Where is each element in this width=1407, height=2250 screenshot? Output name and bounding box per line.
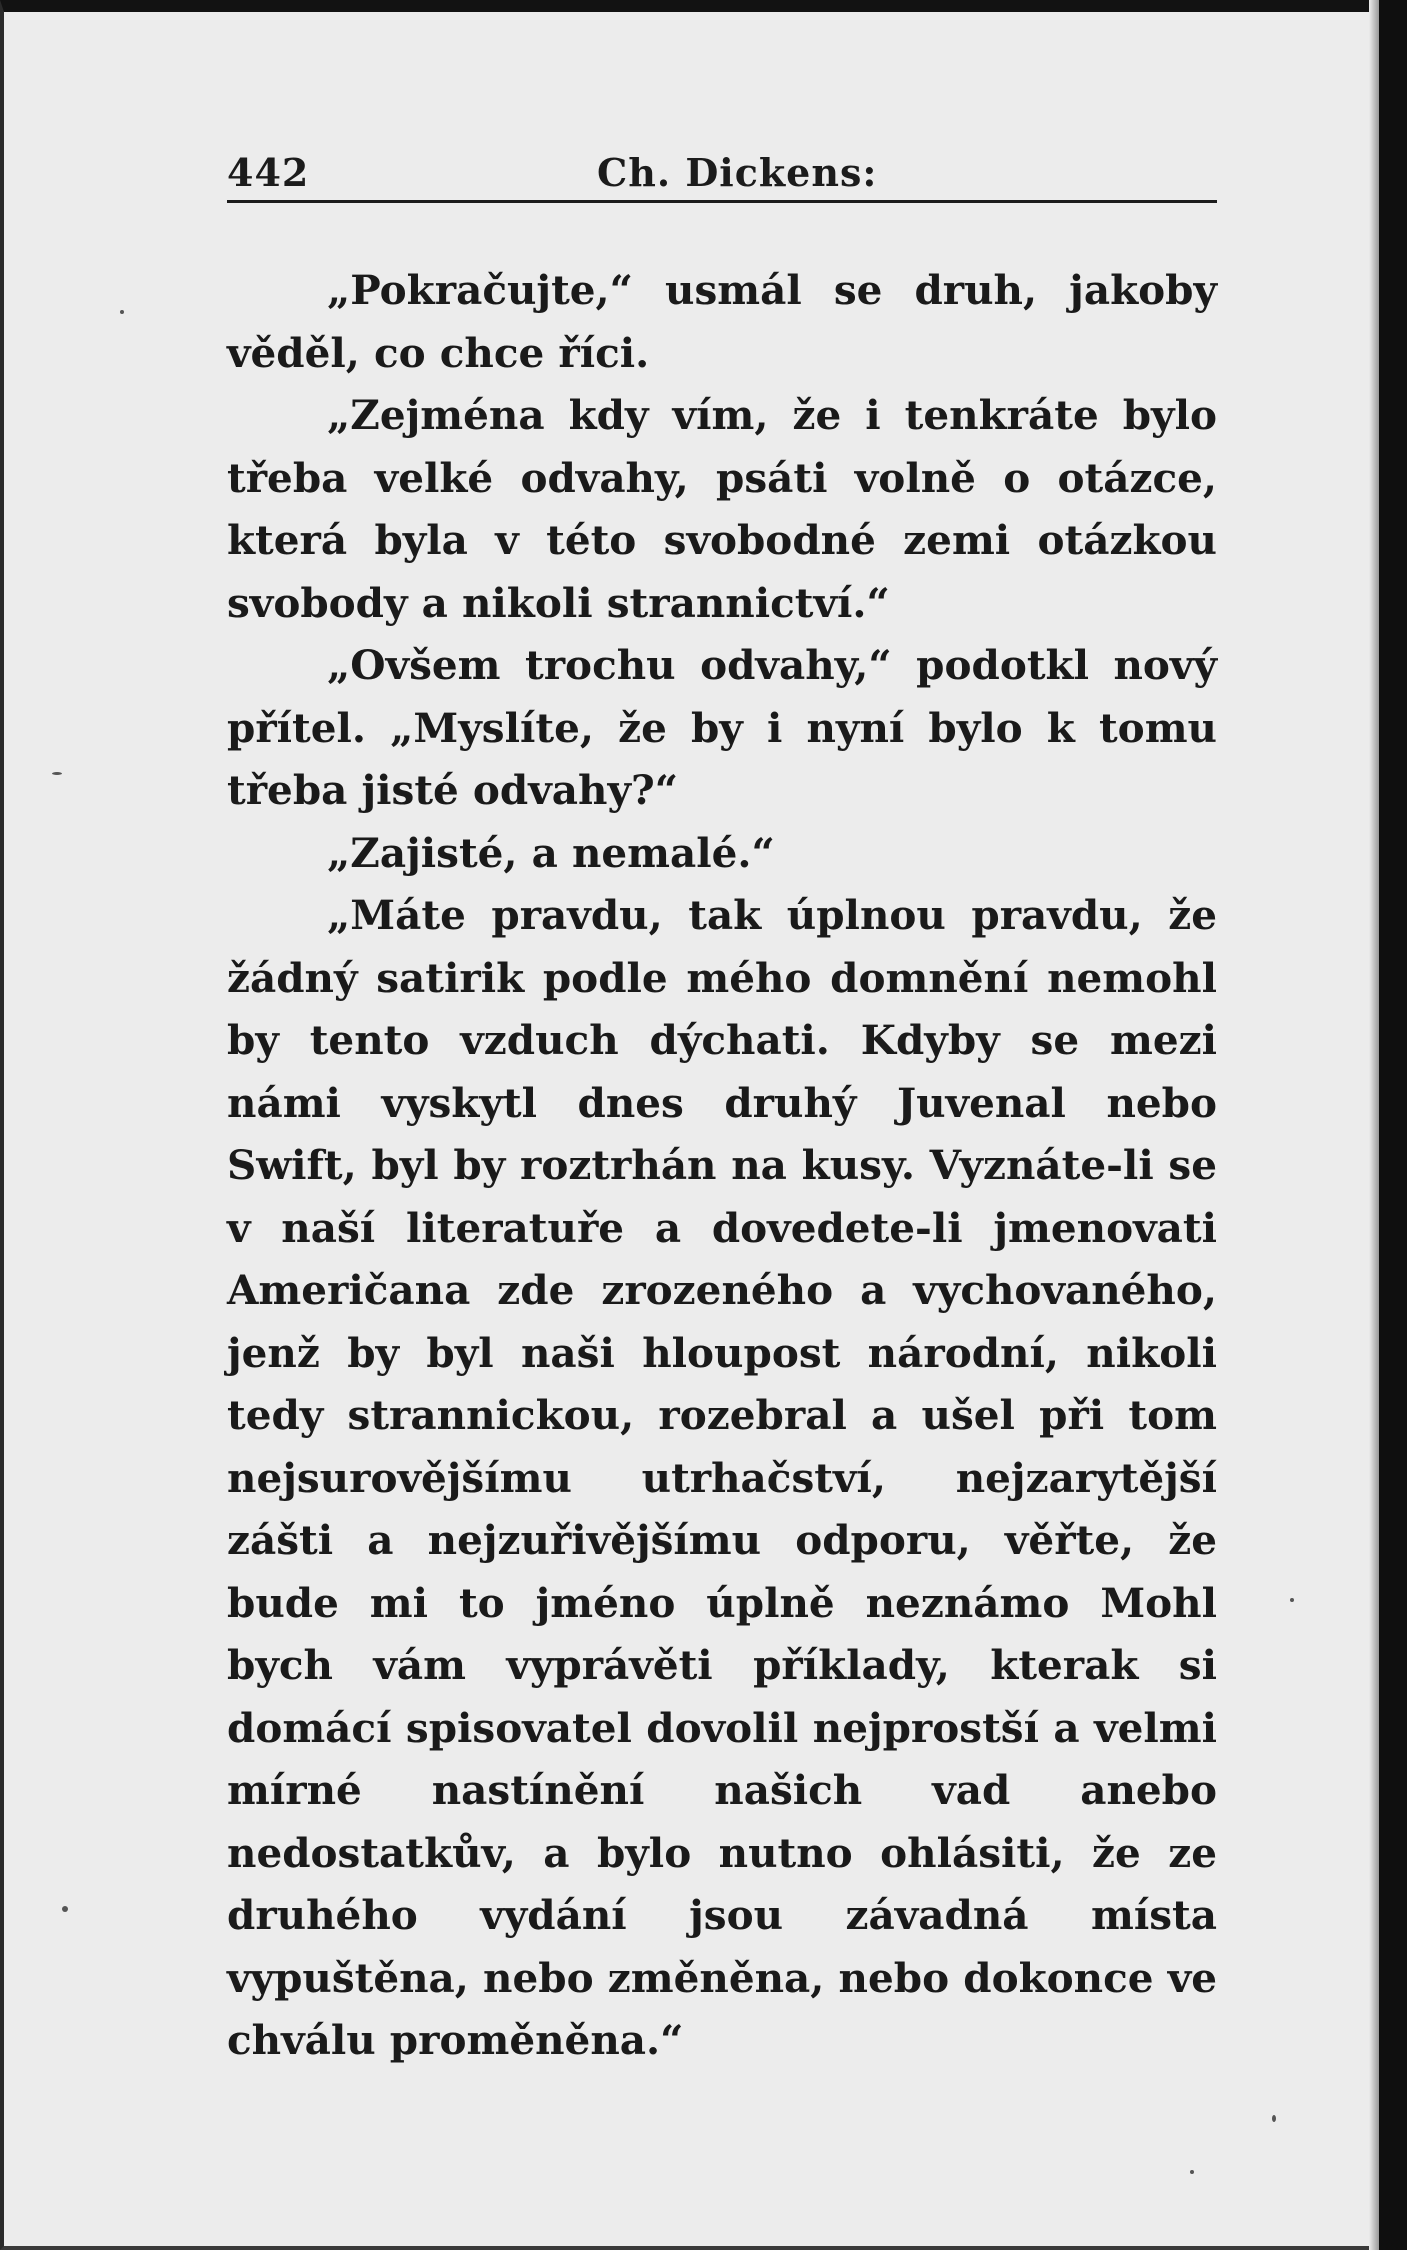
scan-speck <box>62 1906 68 1912</box>
paragraph: „Zajisté, a nemalé.“ <box>327 828 775 877</box>
page-number: 442 <box>227 150 310 195</box>
page-gutter-shadow <box>1369 0 1379 2250</box>
paragraph: „Máte pravdu, tak úplnou pravdu, že žádný satirik podle mého domnění nemohl by tento vzduch dýchati. Kdyby se mezi námi vyskytl dnes druhý Juvenal nebo Swift, byl by roztrhán na kusy. Vyznáte-li se v naší literatuře a dovedete-li jmenovati Američana zde zrozeného a vychovaného, jenž by byl naši hloupost národní, nikoli tedy strannickou, rozebral a ušel při tom nejsurovějšímu utrhačství, nejzarytější zášti a nejzuřivějšímu odporu, věřte, že bude mi to jméno úplně neznámo Mohl bych vám vyprávěti příklady, kterak si domácí spisovatel dovolil nejprostší a velmi mírné nastínění našich vad anebo nedostatkův, a bylo nutno ohlásiti, že ze druhého vydání jsou závadná místa vypuštěna, nebo změněna, nebo dokonce ve chválu proměněna.“ <box>227 891 1217 2064</box>
page-header <box>227 120 1217 203</box>
scan-speck <box>120 310 124 314</box>
scan-speck <box>52 772 62 775</box>
paragraph: „Ovšem trochu odvahy,“ podotkl nový přítel. „Myslíte, že by i nyní bylo k tomu třeba jisté odvahy?“ <box>227 641 1217 814</box>
book-page <box>227 120 1217 2072</box>
paragraph: „Pokračujte,“ usmál se druh, jakoby věděl, co chce říci. <box>227 266 1217 377</box>
page-body <box>227 259 1217 2072</box>
running-head: Ch. Dickens: <box>597 150 878 195</box>
scan-speck <box>1272 2115 1276 2122</box>
page-edge-dark <box>1379 0 1407 2250</box>
scan-speck <box>1290 1598 1294 1602</box>
paragraph: „Zejména kdy vím, že i tenkráte bylo třeba velké odvahy, psáti volně o otázce, která byla v této svobodné zemi otázkou svobody a nikoli strannictví.“ <box>227 391 1217 627</box>
scan-speck <box>1190 2170 1194 2174</box>
